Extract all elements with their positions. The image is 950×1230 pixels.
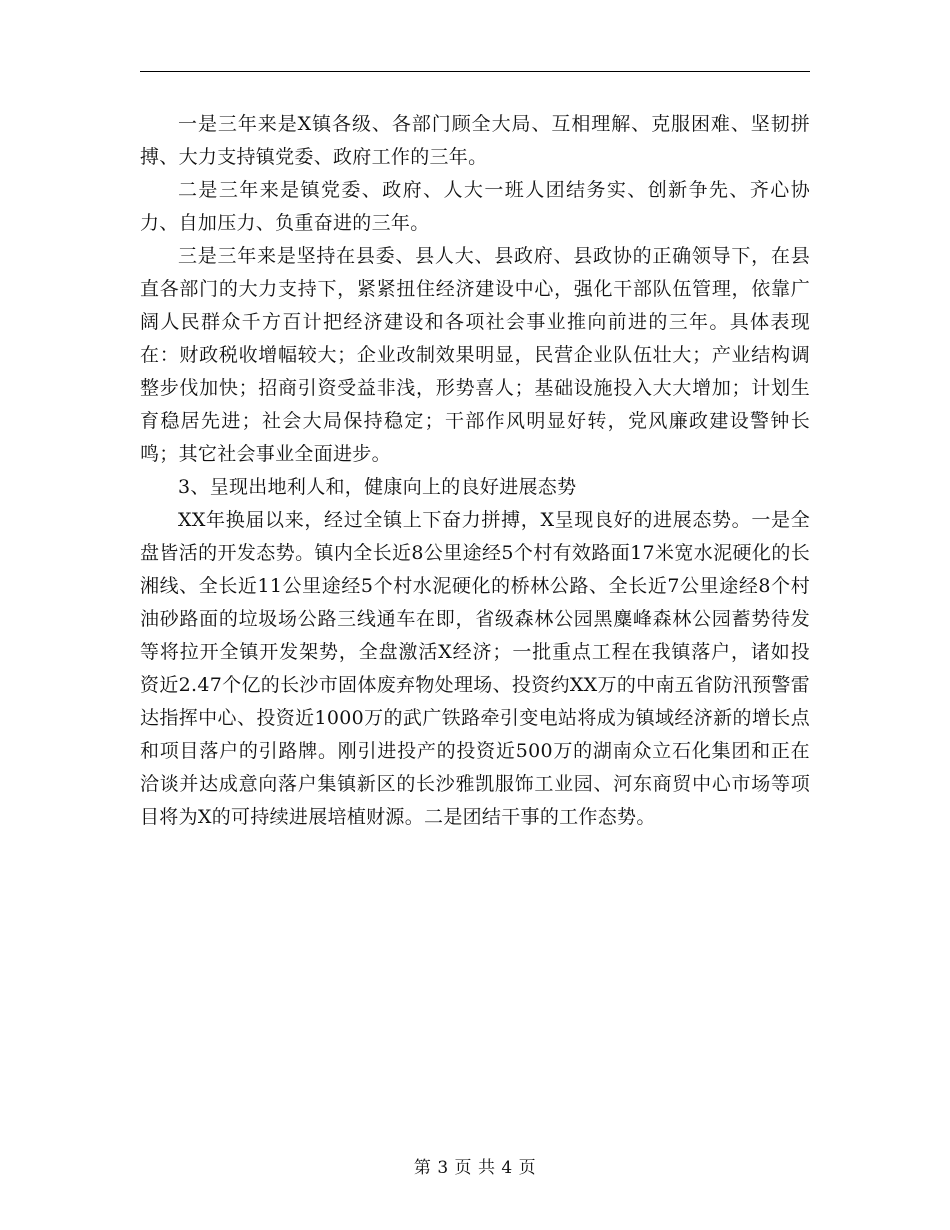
page-footer xyxy=(0,1153,950,1178)
paragraph-1: 一是三年来是X镇各级、各部门顾全大局、互相理解、克服困难、坚韧拼搏、大力支持镇党委、政府工作的三年。 xyxy=(140,113,810,168)
paragraph-3: 三是三年来是坚持在县委、县人大、县政府、县政协的正确领导下，在县直各部门的大力支持下，紧紧扭住经济建设中心，强化干部队伍管理，依靠广阔人民群众千方百计把经济建设和各项社会事业推向前进的三年。具体表现在：财政税收增幅较大；企业改制效果明显，民营企业队伍壮大；产业结构调整步伐加快；招商引资受益非浅，形势喜人；基础设施投入大大增加；计划生育稳居先进；社会大局保持稳定；干部作风明显好转，党风廉政建设警钟长鸣；其它社会事业全面进步。 xyxy=(140,245,810,465)
document-body xyxy=(140,108,810,834)
page-number-label: 第 3 页 共 4 页 xyxy=(413,1158,537,1178)
paragraph-2: 二是三年来是镇党委、政府、人大一班人团结务实、创新争先、齐心协力、自加压力、负重奋进的三年。 xyxy=(140,179,810,234)
header-rule xyxy=(140,71,810,72)
section-heading: 3、呈现出地利人和，健康向上的良好进展态势 xyxy=(178,476,577,498)
paragraph-4: XX年换届以来，经过全镇上下奋力拼搏，X呈现良好的进展态势。一是全盘皆活的开发态势。镇内全长近8公里途经5个村有效路面17米宽水泥硬化的长湘线、全长近11公里途经5个村水泥硬化的桥林公路、全长近7公里途经8个村油砂路面的垃圾场公路三线通车在即，省级森林公园黑麋峰森林公园蓄势待发等将拉开全镇开发架势，全盘激活X经济；一批重点工程在我镇落户，诸如投资近2.47个亿的长沙市固体废弃物处理场、投资约XX万的中南五省防汛预警雷达指挥中心、投资近1000万的武广铁路牵引变电站将成为镇域经济新的增长点和项目落户的引路牌。刚引进投产的投资近500万的湖南众立石化集团和正在洽谈并达成意向落户集镇新区的长沙雅凯服饰工业园、河东商贸中心市场等项目将为X的可持续进展培植财源。二是团结干事的工作态势。 xyxy=(140,509,810,828)
